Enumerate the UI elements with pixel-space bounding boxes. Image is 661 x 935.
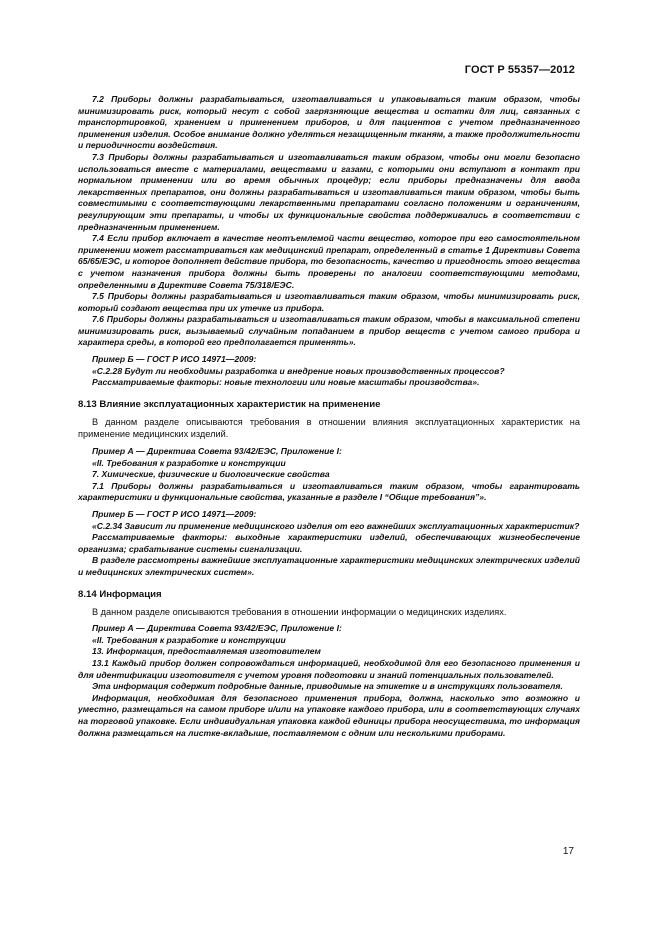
example-a-heading-7: 7. Химические, физические и биологические свойства: [92, 469, 330, 480]
section-heading-8-14: 8.14 Информация: [78, 588, 162, 600]
example-b-title: Пример Б — ГОСТ Р ИСО 14971—2009:: [92, 354, 257, 365]
clause-7-4: 7.4 Если прибор включает в качестве неотъемлемой части вещество, которое при его самостоятельном применении может рассматриваться как медицинский препарат, определенный в статье 1 Директивы Совета 65/65/ЕЭС, и которое дополняет действие прибора, то безопасность, качество и пригодность этого вещества с учетом назначения прибора должны быть проверены по аналогии соответствующими методами, определенными в Директиве Совета 75/318/ЕЭС.: [78, 233, 580, 290]
example-a-title: Пример А — Директива Совета 93/42/ЕЭС, Приложение I:: [92, 446, 342, 457]
example-b-factors: Рассматриваемые факторы: новые технологии или новые масштабы производства».: [92, 377, 480, 388]
example-a-heading-ii: «II. Требования к разработке и конструкции: [92, 457, 286, 468]
example-b2-factors: Рассматриваемые факторы: выходные характеристики изделий, обеспечивающих жизнеобеспечение организма; срабатывание системы сигнализации.: [78, 532, 580, 554]
section-8-14-intro: В данном разделе описываются требования в отношении информации о медицинских изделиях.: [92, 606, 507, 617]
example-b2-note: В разделе рассмотрены важнейшие эксплуатационные характеристики медицинских электрических изделий и медицинских электрических систем».: [78, 555, 580, 577]
example-a2-heading-ii: «II. Требования к разработке и конструкции: [92, 634, 286, 645]
example-b2-title: Пример Б — ГОСТ Р ИСО 14971—2009:: [92, 509, 257, 519]
example-a-clause-7-1: 7.1 Приборы должны разрабатываться и изготавливаться таким образом, чтобы гарантировать характеристики и функциональные свойства, указанные в разделе I “Общие требования”».: [78, 480, 580, 503]
clause-7-6: 7.6 Приборы должны разрабатываться и изготавливаться таким образом, чтобы в максимальной степени минимизировать риск, вызываемый случайным попаданием в прибор веществ с учетом самого прибора и характера среды, в которой его предполагается применять».: [78, 314, 580, 348]
example-a2-title: Пример А — Директива Совета 93/42/ЕЭС, Приложение I:: [92, 623, 342, 634]
clause-7-3: 7.3 Приборы должны разрабатываться и изготавливаться таким образом, чтобы они могли безопасно использоваться вместе с материалами, веществами и газами, с которыми они вступают в контакт при нормальном применении или во время обычных процедур; если приборы предназначены для ввода лекарственных препаратов, они должны разрабатываться и изготавливаться таким образом, чтобы быть совместимыми с соответствующими лекарственными препаратами согласно положениям и ограничениям, регулирующим эти препараты, и чтобы их функциональные свойства поддерживались в соответствии с предназначенным применением.: [78, 151, 580, 232]
clause-7-2: 7.2 Приборы должны разрабатываться, изготавливаться и упаковываться таким образом, чтобы минимизировать риск, который несут с собой загрязняющие вещества и остатки для лиц, связанных с транспортировкой, хранением и применением приборов, и для пациентов с учетом предназначенного применения изделия. Особое внимание должно уделяться незащищенным тканям, а также продолжительности и периодичности воздействия.: [78, 94, 580, 151]
clause-7-5: 7.5 Приборы должны разрабатываться и изготавливаться таким образом, чтобы минимизировать риск, который создают вещества при их утечке из прибора.: [78, 291, 580, 313]
example-b-question: «С.2.28 Будут ли необходимы разработка и внедрение новых производственных процессов?: [92, 365, 505, 376]
example-a2-info-placement: Информация, необходимая для безопасного применения прибора, должна, насколько это возможно и уместно, размещаться на самом приборе и/или на упаковке каждого прибора, или в соответствующих случаях на торговой упаковке. Если индивидуальная упаковка каждой единицы прибора неосуществима, то информация должна размещаться на листке-вкладыше, поставляемом с одним или несколькими приборами.: [78, 692, 580, 738]
document-body: [78, 94, 580, 739]
example-a2-info-content: Эта информация содержит подробные данные, приводимые на этикетке и в инструкциях пользователя.: [92, 681, 563, 692]
example-a2-clause-13-1: 13.1 Каждый прибор должен сопровождаться информацией, необходимой для его безопасного применения и для идентификации изготовителя с учетом уровня подготовки и знаний потенциальных пользователей.: [78, 657, 580, 680]
document-id-header: ГОСТ Р 55357—2012: [464, 64, 575, 76]
example-a2-heading-13: 13. Информация, предоставляемая изготовителем: [92, 646, 321, 657]
page-number: 17: [562, 846, 574, 857]
example-b2-question: «С.2.34 Зависит ли применение медицинского изделия от его важнейших эксплуатационных характеристик?: [92, 520, 580, 531]
section-heading-8-13: 8.13 Влияние эксплуатационных характеристик на применение: [78, 398, 381, 410]
section-8-13-intro: В данном разделе описываются требования в отношении влияния эксплуатационных характеристик на применение медицинских изделий.: [78, 416, 580, 440]
